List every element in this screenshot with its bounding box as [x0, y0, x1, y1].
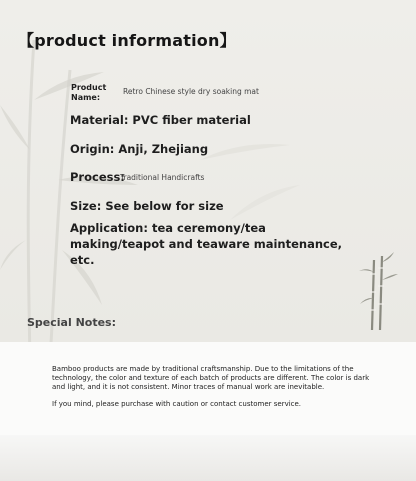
notes-paragraph-2: If you mind, please purchase with caution or contact customer service. [52, 400, 302, 408]
process-value: Traditional Handicrafts [120, 173, 205, 182]
product-name-value: Retro Chinese style dry soaking mat [123, 87, 259, 96]
bottom-fade [0, 435, 416, 481]
size-text: Size: See below for size [70, 199, 224, 213]
notes-paragraph-1: Bamboo products are made by traditional craftsmanship. Due to the limitations of the technology, the color and texture of each batch of products are different. The color is dark and light, and it is not consistent. Minor traces of manual work are inevitable. [52, 365, 370, 391]
origin-text: Origin: Anji, Zhejiang [70, 142, 209, 156]
special-notes-text [52, 365, 374, 417]
bamboo-icon [358, 252, 398, 332]
process-label: Process: [70, 170, 125, 184]
material-text: Material: PVC fiber material [70, 113, 251, 127]
special-notes-label: Special Notes: [27, 316, 116, 329]
application-text: Application: tea ceremony/tea making/teapot and teaware maintenance, etc. [70, 221, 343, 267]
page-title: 【product information】 [18, 31, 236, 50]
product-name-label: Product Name: [71, 83, 107, 102]
